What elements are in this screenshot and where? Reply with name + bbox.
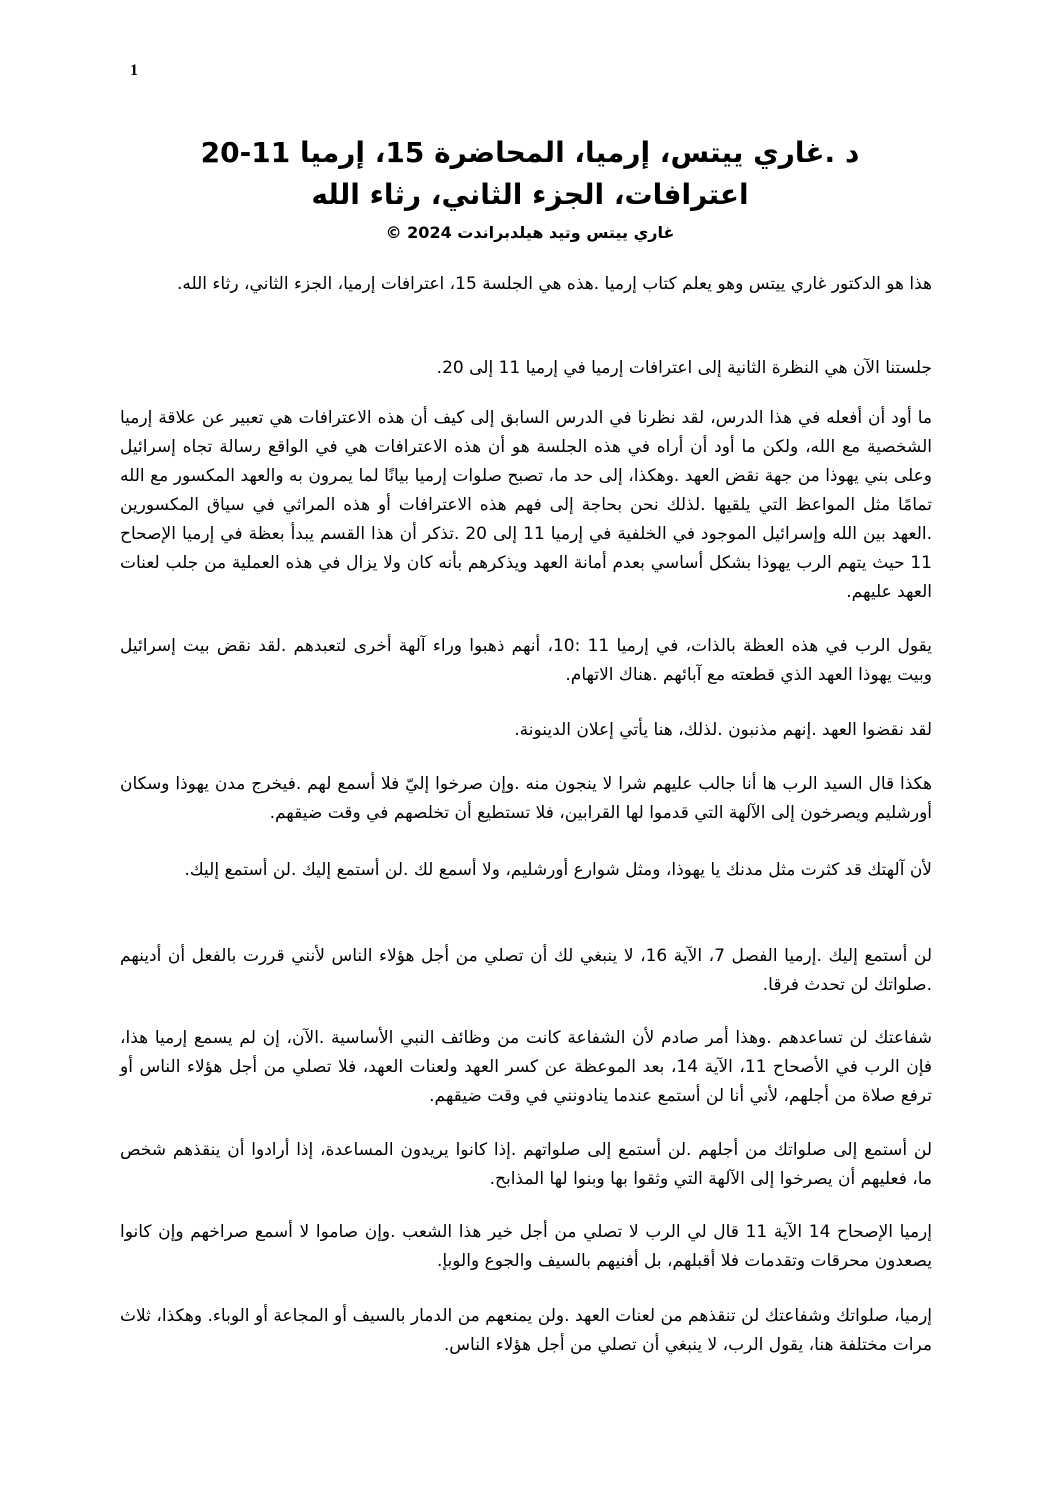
paragraph-judgment: لقد نقضوا العهد .إنهم مذنبون .لذلك، هنا يأتي إعلان الدينونة.: [514, 720, 932, 740]
paragraph-do-not-pray: لن أستمع إليك .إرميا الفصل 7، الآية 16، لا ينبغي لك أن تصلي من أجل هؤلاء الناس لأنني قررت بالفعل أن أدينهم .صلواتك لن تحدث فرقا.: [120, 946, 933, 995]
paragraph-intercession: شفاعتك لن تساعدهم .وهذا أمر صادم لأن الشفاعة كانت من وظائف النبي الأساسية .الآن، إن لم يسمع إرميا هذا، فإن الرب في الأصحاح 11، الآية 14، بعد الموعظة عن كسر العهد ولعنات العهد، فلا تصلي من أجل هؤلاء الناس أو ترفع صلاة من أجلهم، لأني أنا لن أستمع عندما ينادونني في وقت ضيقهم.: [120, 1028, 933, 1106]
paragraph-three-times: إرميا، صلواتك وشفاعتك لن تنقذهم من لعنات العهد .ولن يمنعهم من الدمار بالسيف أو المجاعة أو الوباء. وهكذا، ثلاث مرات مختلفة هنا، يقول الرب، لا ينبغي أن تصلي من أجل هؤلاء الناس.: [120, 1306, 932, 1355]
paragraph-accusation: يقول الرب في هذه العظة بالذات، في إرميا 11 :10، أنهم ذهبوا وراء آلهة أخرى لتعبدهم .لقد نقض بيت إسرائيل وبيت يهوذا العهد الذي قطعته مع آبائهم .هناك الاتهام.: [120, 636, 932, 685]
copyright-line: غاري ييتس وتيد هيلدبراندت 2024 ©: [385, 223, 675, 242]
title-block: [120, 132, 940, 246]
paragraph-session: جلستنا الآن هي النظرة الثانية إلى اعترافات إرميا في إرميا 11 إلى 20.: [436, 358, 932, 378]
document-title-line-1: د .غاري ييتس، إرميا، المحاضرة 15، إرميا 11-20: [200, 136, 860, 169]
paragraph-confessions-context: ما أود أن أفعله في هذا الدرس، لقد نظرنا في الدرس السابق إلى كيف أن هذه الاعترافات هي تعبير عن علاقة إرميا الشخصية مع الله، ولكن ما أود أن أراه في هذه الجلسة هو أن هذه الاعترافات هي في الواقع رسالة تجاه إسرائيل وعلى بني يهوذا من جهة نقض العهد .وهكذا، إلى حد ما، تصبح صلوات إرميا بيانًا لما يمرون به والعهد المكسور مع الله تمامًا مثل المواعظ التي يلقيها .لذلك نحن بحاجة إلى فهم هذه الاعترافات أو هذه المراثي في سياق المكسورين .العهد بين الله وإسرائيل الموجود في الخلفية في إرميا 11 إلى 20 .تذكر أن هذا القسم يبدأ بعظة في إرميا الإصحاح 11 حيث يتهم الرب يهوذا بشكل أساسي بعدم أمانة العهد ويذكرهم بأنه كان ولا يزال في هذه العملية من جلب لعنات العهد عليهم.: [120, 408, 932, 602]
document-title-line-2: اعترافات، الجزء الثاني، رثاء الله: [311, 178, 749, 211]
paragraph-not-listen: لن أستمع إلى صلواتك من أجلهم .لن أستمع إلى صلواتهم .إذا كانوا يريدون المساعدة، إذا أرادوا أن ينقذهم شخص ما، فعليهم أن يصرخوا إلى الآلهة التي وثقوا بها وبنوا لها المذابح.: [120, 1140, 932, 1189]
paragraph-chapter-14: إرميا الإصحاح 14 الآية 11 قال لي الرب لا تصلي من أجل خير هذا الشعب .وإن صاموا لا أسمع صراخهم وإن كانوا يصعدون محرقات وتقدمات فلا أقبلهم، بل أفنيهم بالسيف والجوع والوبإ.: [120, 1222, 932, 1271]
paragraph-intro: هذا هو الدكتور غاري ييتس وهو يعلم كتاب إرميا .هذه هي الجلسة 15، اعترافات إرميا، الجزء الثاني، رثاء الله.: [176, 274, 932, 294]
paragraph-lord-said: هكذا قال السيد الرب ها أنا جالب عليهم شرا لا ينجون منه .وإن صرخوا إليّ فلا أسمع لهم .فيخرج مدن يهوذا وسكان أورشليم ويصرخون إلى الآلهة التي قدموا لها القرابين، فلا تستطيع أن تخلصهم في وقت ضيقهم.: [120, 774, 932, 823]
paragraph-your-gods: لأن آلهتك قد كثرت مثل مدنك يا يهوذا، ومثل شوارع أورشليم، ولا أسمع لك .لن أستمع إليك .لن أستمع إليك.: [184, 860, 932, 880]
page-number: 1: [130, 62, 138, 79]
